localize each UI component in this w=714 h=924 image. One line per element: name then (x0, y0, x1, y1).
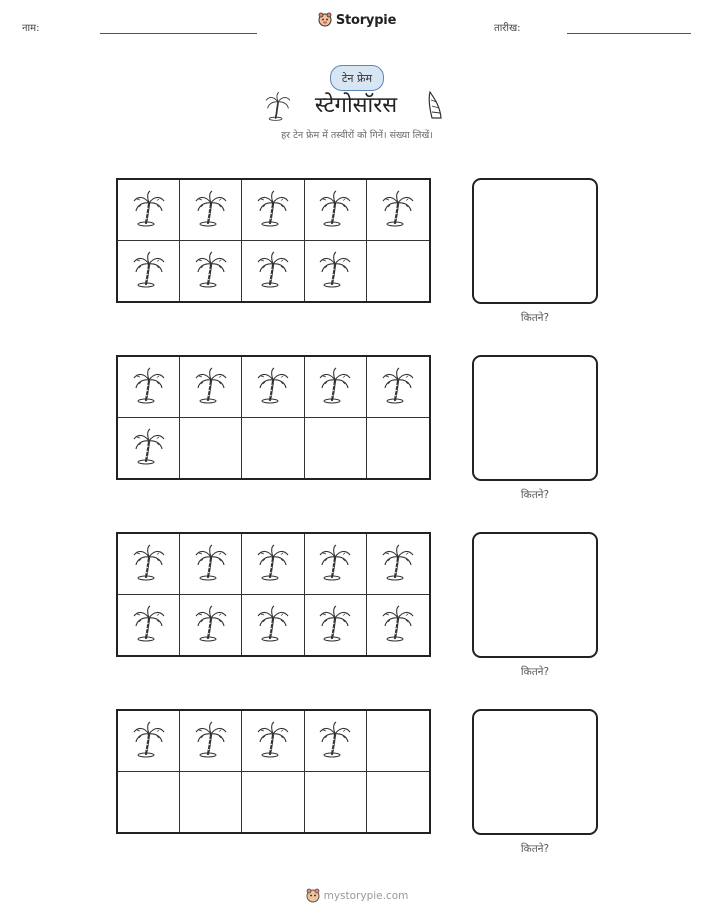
footer-website: mystorypie.com (323, 890, 409, 902)
ten-frame-cell (242, 711, 304, 772)
palm-tree-icon (191, 249, 231, 293)
ten-frame-cell (242, 534, 304, 595)
name-label: नाम: (22, 23, 40, 34)
ten-frame-cell (305, 241, 367, 302)
palm-tree-icon (315, 542, 355, 586)
ten-frame-cell (118, 595, 180, 656)
storypie-logo-icon (318, 12, 332, 28)
palm-tree-icon (129, 188, 169, 232)
ten-frame-1 (116, 178, 431, 303)
ten-frame-cell (305, 418, 367, 479)
ten-frame-cell (180, 534, 242, 595)
ten-frame-cell (367, 357, 429, 418)
ten-frame-cell (242, 595, 304, 656)
palm-tree-icon (315, 249, 355, 293)
ten-frame-cell (367, 241, 429, 302)
ten-frame-cell (180, 711, 242, 772)
ten-frame-cell (305, 534, 367, 595)
palm-tree-icon (315, 188, 355, 232)
answer-label: कितने? (520, 489, 550, 501)
brand-name: Storypie (335, 12, 397, 28)
palm-tree-icon (191, 188, 231, 232)
palm-tree-icon (262, 90, 294, 122)
dinosaur-spike-icon (424, 90, 446, 122)
palm-tree-icon (129, 542, 169, 586)
palm-tree-icon (253, 365, 293, 409)
ten-frame-cell (180, 772, 242, 833)
ten-frame-cell (118, 534, 180, 595)
ten-frame-3 (116, 532, 431, 657)
ten-frame-cell (242, 241, 304, 302)
brand-header (0, 12, 714, 32)
ten-frame-cell (242, 772, 304, 833)
ten-frame-cell (367, 418, 429, 479)
date-label: तारीख: (494, 23, 521, 34)
answer-box-1[interactable] (472, 178, 598, 304)
ten-frame-cell (367, 534, 429, 595)
ten-frame-cell (242, 180, 304, 241)
answer-box-4[interactable] (472, 709, 598, 835)
ten-frame-4 (116, 709, 431, 834)
palm-tree-icon (129, 603, 169, 647)
date-field[interactable] (567, 33, 691, 34)
answer-box-3[interactable] (472, 532, 598, 658)
ten-frame-2 (116, 355, 431, 480)
ten-frame-cell (118, 180, 180, 241)
palm-tree-icon (315, 603, 355, 647)
palm-tree-icon (129, 249, 169, 293)
ten-frame-cell (180, 418, 242, 479)
ten-frame-cell (305, 595, 367, 656)
palm-tree-icon (378, 542, 418, 586)
ten-frame-cell (180, 241, 242, 302)
ten-frame-cell (118, 711, 180, 772)
footer (0, 888, 714, 908)
ten-frame-cell (305, 180, 367, 241)
palm-tree-icon (378, 188, 418, 232)
palm-tree-icon (378, 603, 418, 647)
instructions: हर टेन फ्रेम में तस्वीरों को गिनें। संख्या लिखें। (281, 130, 433, 141)
palm-tree-icon (315, 719, 355, 763)
ten-frame-cell (180, 357, 242, 418)
answer-box-2[interactable] (472, 355, 598, 481)
ten-frame-cell (118, 241, 180, 302)
ten-frame-cell (118, 357, 180, 418)
palm-tree-icon (378, 365, 418, 409)
ten-frame-cell (118, 772, 180, 833)
worksheet-title: स्टेगोसॉरस (314, 93, 398, 118)
palm-tree-icon (129, 365, 169, 409)
worksheet-tag: टेन फ्रेम (330, 65, 384, 91)
ten-frame-cell (367, 772, 429, 833)
palm-tree-icon (129, 719, 169, 763)
ten-frame-cell (242, 357, 304, 418)
palm-tree-icon (191, 365, 231, 409)
answer-label: कितने? (520, 843, 550, 855)
palm-tree-icon (191, 719, 231, 763)
ten-frame-cell (367, 180, 429, 241)
palm-tree-icon (253, 603, 293, 647)
answer-label: कितने? (520, 312, 550, 324)
palm-tree-icon (253, 542, 293, 586)
ten-frame-cell (180, 595, 242, 656)
palm-tree-icon (191, 603, 231, 647)
ten-frame-cell (367, 595, 429, 656)
ten-frame-cell (305, 357, 367, 418)
ten-frame-cell (242, 418, 304, 479)
palm-tree-icon (315, 365, 355, 409)
ten-frame-cell (180, 180, 242, 241)
answer-label: कितने? (520, 666, 550, 678)
palm-tree-icon (253, 188, 293, 232)
name-field[interactable] (100, 33, 257, 34)
palm-tree-icon (253, 249, 293, 293)
palm-tree-icon (191, 542, 231, 586)
ten-frame-cell (305, 711, 367, 772)
palm-tree-icon (129, 426, 169, 470)
ten-frame-cell (367, 711, 429, 772)
palm-tree-icon (253, 719, 293, 763)
ten-frame-cell (305, 772, 367, 833)
ten-frame-cell (118, 418, 180, 479)
storypie-logo-icon (306, 888, 320, 904)
